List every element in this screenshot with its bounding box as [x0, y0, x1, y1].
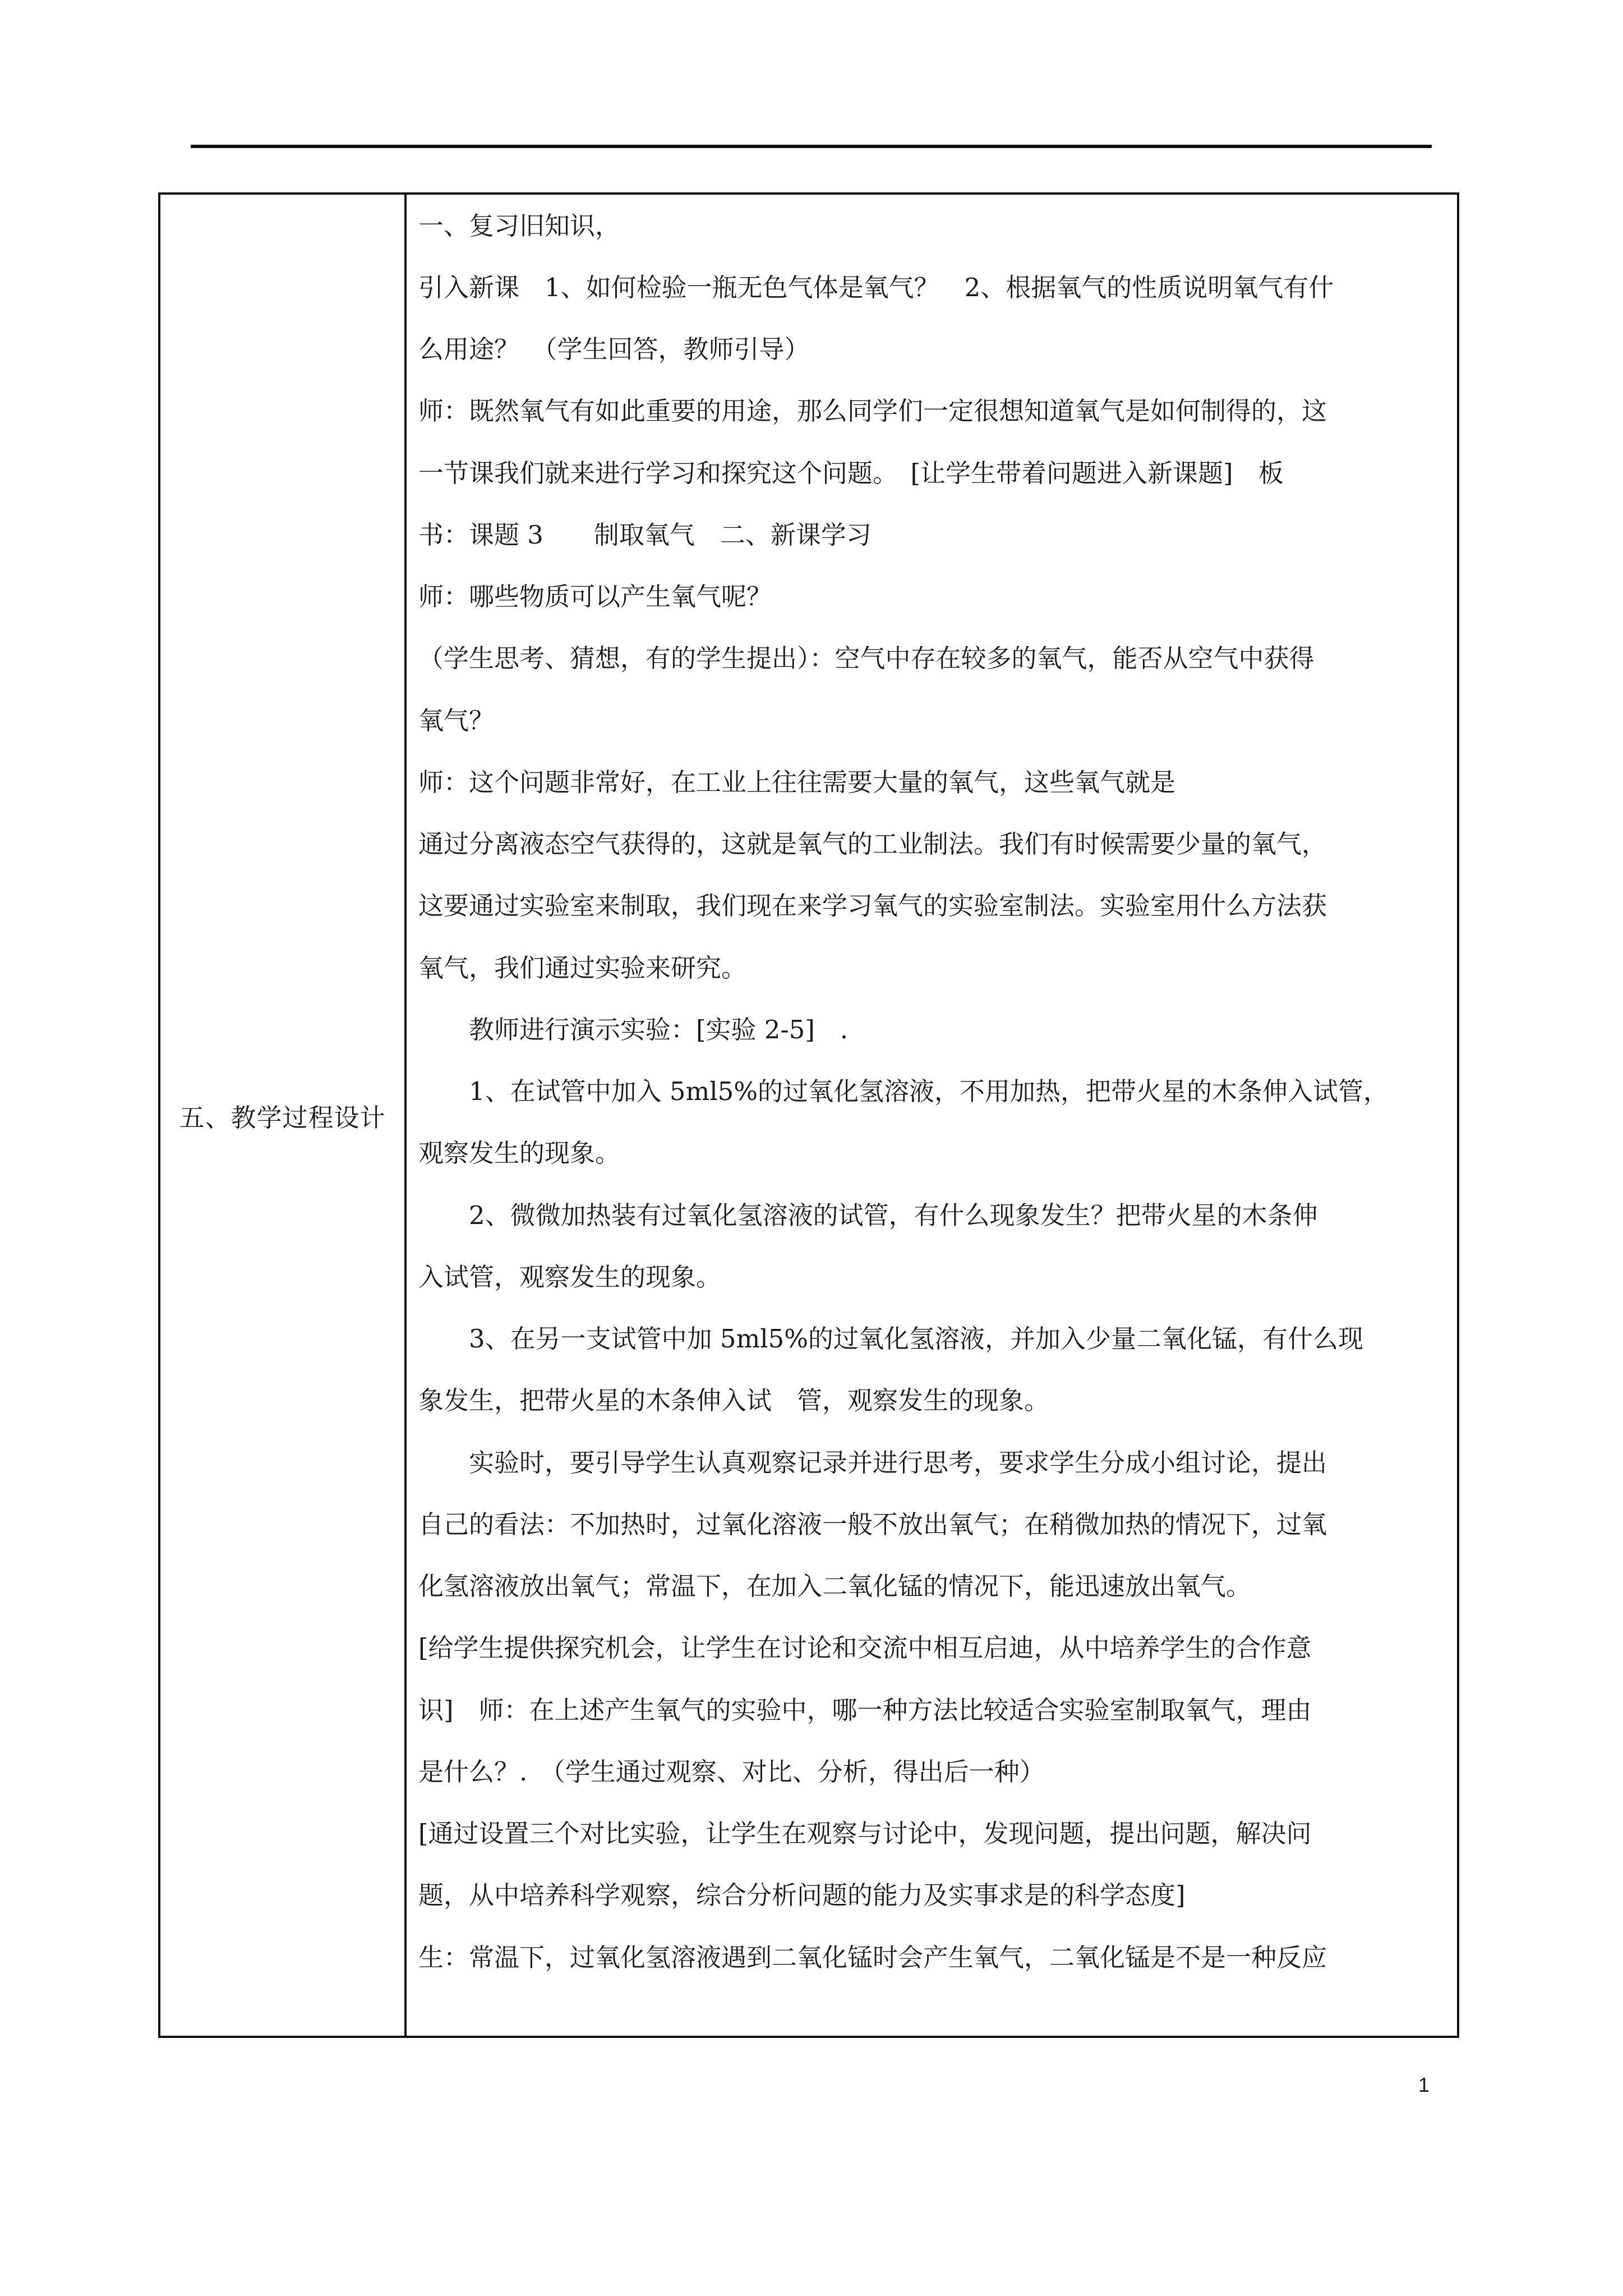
text-line: 一节课我们就来进行学习和探究这个问题。 [让学生带着问题进入新课题] 板 — [418, 458, 1284, 488]
text-line: 题，从中培养科学观察，综合分析问题的能力及实事求是的科学态度] — [418, 1880, 1186, 1910]
text-line: 化氢溶液放出氧气；常温下，在加入二氧化锰的情况下，能迅速放出氧气。 — [418, 1571, 1252, 1601]
text-line: 这要通过实验室来制取，我们现在来学习氧气的实验室制法。实验室用什么方法获 — [418, 891, 1327, 921]
text-line: 生：常温下，过氧化氢溶液遇到二氧化锰时会产生氧气，二氧化锰是不是一种反应 — [418, 1943, 1327, 1972]
text-line: [通过设置三个对比实验，让学生在观察与讨论中，发现问题，提出问题，解决问 — [418, 1819, 1312, 1848]
text-line: 书：课题 3 制取氧气 二、新课学习 — [418, 520, 872, 550]
text-line: 象发生，把带火星的木条伸入试 管，观察发生的现象。 — [418, 1386, 1050, 1415]
text-line: 师：哪些物质可以产生氧气呢？ — [418, 582, 772, 611]
text-line: 师：这个问题非常好，在工业上往往需要大量的氧气，这些氧气就是 — [418, 767, 1176, 797]
section-label-cell — [160, 195, 404, 2036]
text-line: 氧气？ — [418, 706, 495, 735]
text-line: 3、在另一支试管中加 5ml5%的过氧化氢溶液，并加入少量二氧化锰，有什么现 — [418, 1324, 1364, 1354]
text-line: 师：既然氧气有如此重要的用途，那么同学们一定很想知道氧气是如何制得的，这 — [418, 396, 1327, 426]
text-line: 是什么？. （学生通过观察、对比、分析，得出后一种） — [418, 1757, 1045, 1787]
text-line: 识] 师：在上述产生氧气的实验中，哪一种方法比较适合实验室制取氧气，理由 — [418, 1695, 1312, 1725]
text-line: 实验时，要引导学生认真观察记录并进行思考，要求学生分成小组讨论，提出 — [418, 1448, 1327, 1478]
text-line: [给学生提供探究机会，让学生在讨论和交流中相互启迪，从中培养学生的合作意 — [418, 1633, 1312, 1663]
text-line: 氧气，我们通过实验来研究。 — [418, 953, 747, 983]
text-line: 教师进行演示实验：[实验 2-5] . — [418, 1015, 849, 1045]
section-label: 五、教学过程设计 — [179, 1102, 386, 1133]
text-line: 2、微微加热装有过氧化氢溶液的试管，有什么现象发生？把带火星的木条伸 — [418, 1200, 1318, 1230]
text-line: 通过分离液态空气获得的，这就是氧气的工业制法。我们有时候需要少量的氧气， — [418, 829, 1327, 859]
lesson-table — [158, 192, 1459, 2038]
text-line: （学生思考、猜想，有的学生提出）：空气中存在较多的氧气，能否从空气中获得 — [418, 643, 1315, 673]
text-line: 入试管，观察发生的现象。 — [418, 1262, 722, 1292]
header-rule — [191, 145, 1432, 148]
text-line: 一、复习旧知识， — [418, 211, 621, 241]
column-divider — [404, 195, 407, 2036]
text-line: 引入新课 1、如何检验一瓶无色气体是氧气？ 2、根据氧气的性质说明氧气有什 — [418, 273, 1334, 302]
text-line: 1、在试管中加入 5ml5%的过氧化氢溶液，不用加热，把带火星的木条伸入试管， — [418, 1076, 1389, 1106]
text-line: 观察发生的现象。 — [418, 1138, 621, 1168]
page-number: 1 — [1418, 2073, 1430, 2096]
text-line: 么用途？ （学生回答，教师引导） — [418, 334, 810, 364]
text-line: 自己的看法：不加热时，过氧化溶液一般不放出氧气；在稍微加热的情况下，过氧 — [418, 1510, 1327, 1539]
